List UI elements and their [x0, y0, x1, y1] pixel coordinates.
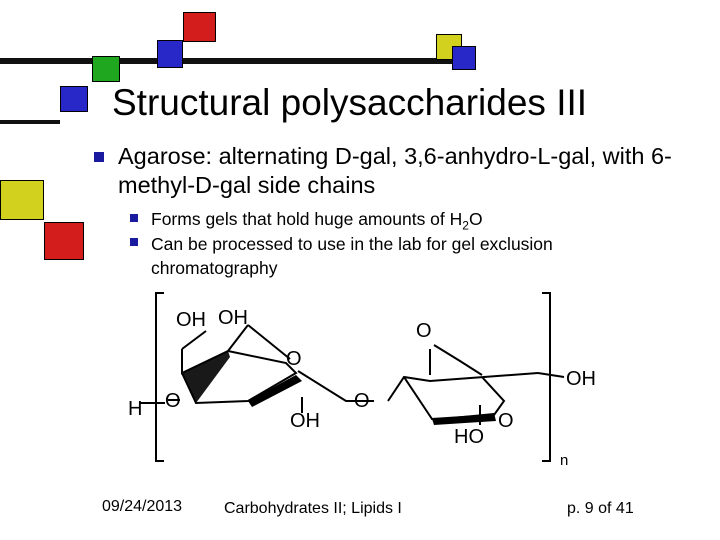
sub-bullet-gels-tail: O [468, 209, 483, 229]
label-ring-o-left: O [286, 348, 302, 370]
footer-date: 09/24/2013 [102, 498, 183, 515]
sub-bullet-square-icon [130, 214, 138, 222]
sub-bullet-square-icon [130, 238, 138, 246]
label-oh-top-left: OH [176, 309, 206, 331]
label-n: n [560, 452, 569, 469]
decor-square-red-top [183, 12, 216, 42]
label-oh-right: OH [566, 368, 596, 390]
label-ho-bottom: HO [454, 426, 484, 448]
label-o-anhydro: O [416, 320, 432, 342]
wedge-left-bond [182, 351, 230, 403]
label-ring-o-right: O [498, 410, 514, 432]
bullet-square-icon [94, 152, 104, 162]
decor-square-red-left [44, 222, 84, 260]
decor-line-top [0, 58, 476, 64]
decor-square-yellow-left [0, 180, 44, 220]
label-oh-top-right: OH [218, 307, 248, 329]
footer-page: p. 9 of 41 [567, 500, 634, 517]
decor-square-blue-top [157, 40, 183, 68]
decor-square-blue-left [60, 86, 88, 112]
decor-line-vertical [0, 120, 60, 124]
decor-square-blue-right [452, 46, 476, 70]
label-oh-bottom: OH [290, 410, 320, 432]
bullet-agarose: Agarose: alternating D-gal, 3,6-anhydro-L-gal, with 6-methyl-D-gal side chains [118, 143, 672, 198]
wedge-mid-bond [248, 375, 302, 407]
decor-square-green [92, 56, 120, 82]
label-o-terminal: O [165, 390, 181, 412]
subscript-2: 2 [462, 218, 469, 233]
sub-bullet-gels-text: Forms gels that hold huge amounts of H [151, 209, 463, 229]
sub-bullet-chromatography: Can be processed to use in the lab for gel exclusion chromatography [151, 234, 553, 278]
wedge-right-bond [432, 413, 496, 425]
slide-title: Structural polysaccharides III [112, 82, 588, 123]
label-h: H [128, 398, 143, 420]
label-o-link: O [354, 390, 370, 412]
agarose-structure-diagram [120, 285, 596, 475]
footer-course: Carbohydrates II; Lipids I [224, 500, 402, 517]
